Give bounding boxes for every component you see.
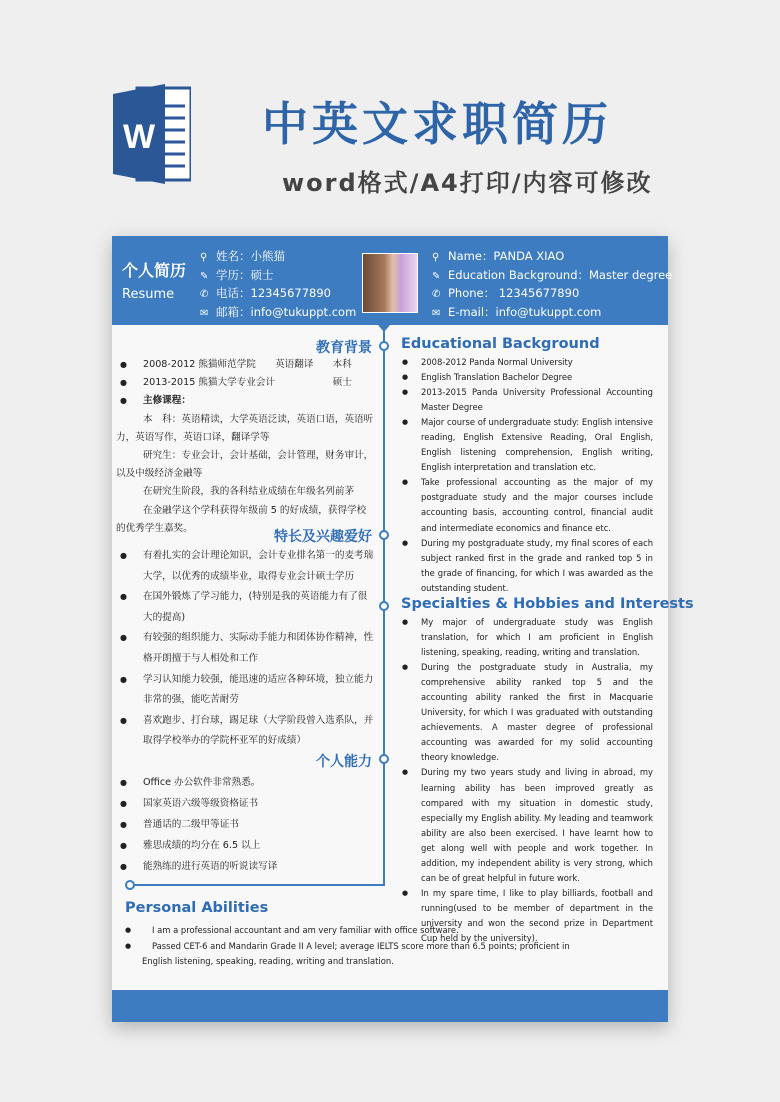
section-title-abilities-cn: 个人能力 bbox=[316, 754, 372, 770]
name-cn: 姓名：小熊猫 bbox=[216, 249, 285, 263]
section-title-education-en: Educational Background bbox=[401, 336, 600, 352]
list-item: ● 有着扎实的会计理论知识，会计专业排名第一的麦考瑞大学，以优秀的成绩毕业，取得专业会计硕士学历 bbox=[116, 546, 374, 587]
section-title-hobbies-cn: 特长及兴趣爱好 bbox=[274, 529, 372, 545]
timeline-dot bbox=[379, 530, 389, 540]
pin-icon: ✎ bbox=[200, 270, 209, 282]
timeline-dot bbox=[379, 754, 389, 764]
section-title-abilities-en: Personal Abilities bbox=[125, 900, 269, 916]
list-item: ● Passed CET-6 and Mandarin Grade II A level; average IELTS score more than 6.5 points; proficient in bbox=[122, 939, 582, 955]
list-item: ● 2008-2012 Panda Normal University bbox=[400, 355, 653, 370]
svg-text:W: W bbox=[122, 118, 156, 156]
contact-cn bbox=[200, 248, 356, 322]
list-item: ● During my two years study and living in abroad, my learning ability has been improved greatly as compared with my situation in domestic study, especially my English ability. My leading and teamwork ability are also been exercised. I have learnt how to get along well with people and work together. In addition, my independent ability is very strong, which can be of great helpful in future work. bbox=[400, 765, 653, 885]
list-item: 研究生：专业会计，会计基础，会计管理，财务审计，以及中级经济金融等 bbox=[116, 450, 374, 480]
list-item: 在研究生阶段，我的各科结业成绩在年级名列前茅 bbox=[143, 486, 355, 498]
list-item: ● 喜欢跑步、打台球，踢足球（大学阶段曾入选系队，并取得学校举办的学院杯亚军的好成绩） bbox=[116, 711, 374, 752]
education-en bbox=[400, 355, 653, 596]
list-item: ● Major course of undergraduate study: English intensive reading, English Extensive Reading, Oral English, English listening comprehension, English writing, English interpretation and translation etc. bbox=[400, 415, 653, 475]
header-title-en: Resume bbox=[122, 287, 175, 302]
list-item: ● 2008-2012 熊猫师范学院 英语翻译 本科 bbox=[116, 356, 374, 374]
list-item: ● 雅思成绩的均分在 6.5 以上 bbox=[116, 835, 374, 856]
hobbies-cn bbox=[116, 546, 374, 752]
section-title-hobbies-en: Specialties & Hobbies and Interests bbox=[401, 596, 694, 612]
footer-bar bbox=[112, 990, 668, 1022]
location-icon: ⚲ bbox=[432, 252, 440, 263]
hobbies-en bbox=[400, 615, 653, 946]
list-item: ● 普通话的二级甲等证书 bbox=[116, 814, 374, 835]
banner-title: 中英文求职简历 bbox=[262, 97, 612, 151]
degree-cn: 学历：硕士 bbox=[216, 267, 274, 282]
contact-en bbox=[432, 248, 672, 322]
section-title-education-cn: 教育背景 bbox=[316, 340, 372, 356]
education-cn bbox=[116, 356, 374, 538]
timeline-line-bottom bbox=[130, 884, 385, 886]
list-item: ● My major of undergraduate study was English translation, for which I am proficient in English listening, speaking, reading, writing and translation. bbox=[400, 615, 653, 660]
list-item: ● 国家英语六级等级资格证书 bbox=[116, 793, 374, 814]
list-item: ● 学习认知能力较强，能迅速的适应各种环境，独立能力非常的强，能吃苦耐劳 bbox=[116, 670, 374, 711]
name-en: Name：PANDA XIAO bbox=[448, 249, 565, 263]
list-item: ● 能熟练的进行英语的听说读写译 bbox=[116, 856, 374, 877]
word-icon bbox=[113, 82, 191, 186]
list-item: ● I am a professional accountant and am very familiar with office software. bbox=[122, 923, 582, 939]
email-cn: 邮箱：info@tukuppt.com bbox=[216, 304, 357, 319]
list-item: ● Office 办公软件非常熟悉。 bbox=[116, 772, 374, 793]
phone-en: Phone： 12345677890 bbox=[448, 286, 580, 300]
mail-icon: ✉ bbox=[200, 307, 209, 319]
list-item: ● In my spare time, I like to play billiards, football and running(used to be member of department in the university and won the second prize in Department Cup held by the university). bbox=[400, 886, 653, 946]
header-title-cn: 个人简历 bbox=[122, 261, 187, 280]
list-item: English listening, speaking, reading, writing and translation. bbox=[142, 956, 394, 966]
phone-cn: 电话：12345677890 bbox=[216, 286, 331, 300]
list-item: ● Take professional accounting as the major of my postgraduate study and the major courses include accounting basis, accounting control, financial audit and intermediate economics and finance etc. bbox=[400, 475, 653, 535]
abilities-cn bbox=[116, 772, 374, 877]
profile-photo bbox=[362, 253, 418, 313]
phone-icon: ✆ bbox=[432, 289, 441, 300]
banner-subtitle: word格式/A4打印/内容可修改 bbox=[282, 169, 653, 197]
list-item: ● 在国外锻炼了学习能力，(特别是我的英语能力有了很大的提高) bbox=[116, 587, 374, 628]
list-item: ● During the postgraduate study in Australia, my comprehensive ability ranked top 5 and the accounting ability ranked the first in Macquarie University, for which I was graduated with outstanding achievements. A master degree of professional accounting was awarded for my solid accounting theory knowledge. bbox=[400, 660, 653, 765]
pin-icon: ✎ bbox=[432, 270, 441, 282]
timeline-dot bbox=[125, 880, 135, 890]
timeline-dot bbox=[379, 601, 389, 611]
list-item: ● 2013-2015 Panda University Professional Accounting Master Degree bbox=[400, 385, 653, 415]
email-en: E-mail：info@tukuppt.com bbox=[448, 304, 602, 319]
degree-en: Education Background：Master degree bbox=[448, 267, 673, 282]
list-item: ● During my postgraduate study, my final scores of each subject ranked first in the grade and ranked top 5 in the grade of financing, for which I was awarded as the outstanding student. bbox=[400, 536, 653, 596]
phone-icon: ✆ bbox=[200, 289, 209, 300]
mail-icon: ✉ bbox=[432, 307, 441, 319]
abilities-en bbox=[122, 923, 582, 970]
list-item: 在金融学这个学科获得年级前 5 的好成绩，获得学校的优秀学生嘉奖。 bbox=[116, 504, 367, 534]
location-icon: ⚲ bbox=[200, 252, 208, 263]
list-item: ● 主修课程： bbox=[116, 392, 374, 410]
timeline-dot bbox=[379, 341, 389, 351]
list-item: ● English Translation Bachelor Degree bbox=[400, 370, 653, 385]
list-item: ● 有较强的组织能力、实际动手能力和团体协作精神，性格开朗擅于与人相处和工作 bbox=[116, 628, 374, 669]
list-item: 本 科：英语精读，大学英语泛读，英语口语，英语听力，英语写作，英语口译，翻译学等 bbox=[116, 413, 374, 443]
list-item: ● 2013-2015 熊猫大学专业会计 硕士 bbox=[116, 374, 374, 392]
